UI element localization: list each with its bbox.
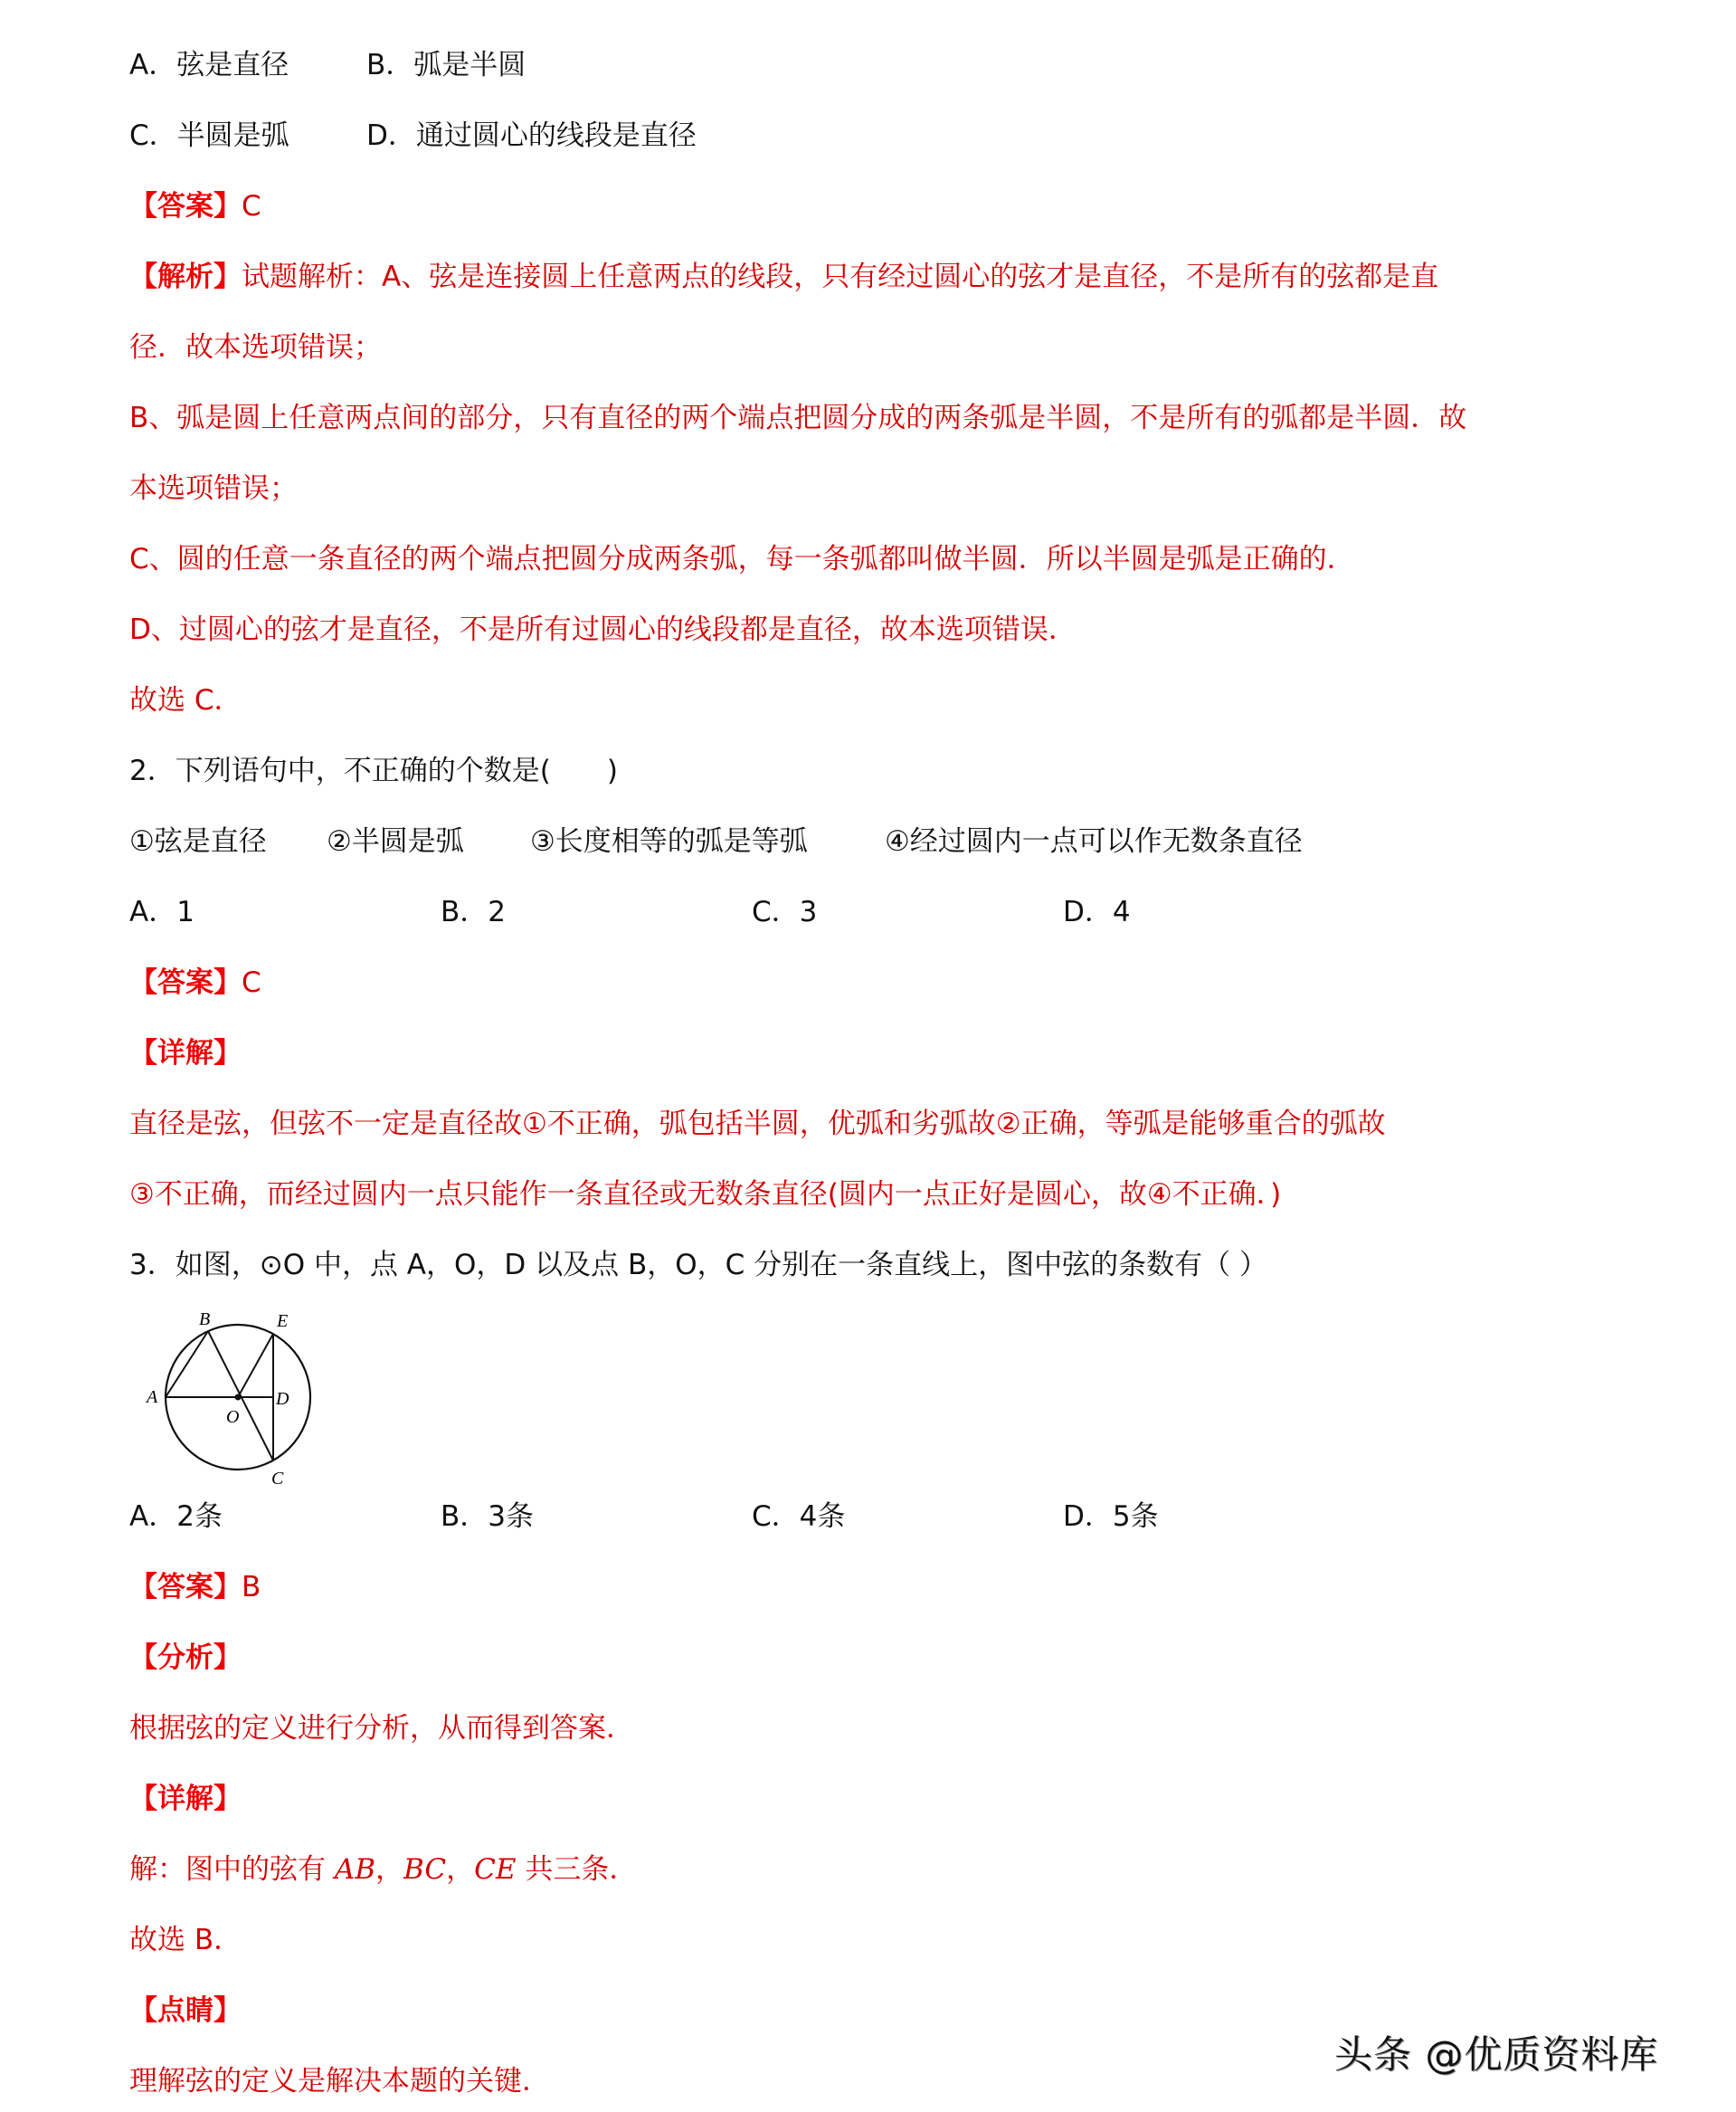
- q3-detail: 解：图中的弦有 AB，BC，CE 共三条．: [129, 1853, 638, 1886]
- q3-option-d: D．5条: [1063, 1500, 1159, 1533]
- q1-analysis-line-3: B、弧是圆上任意两点间的部分，只有直径的两个端点把圆分成的两条弧是半圆，不是所有的弧都是半圆．故: [129, 402, 1467, 434]
- q2-statement-4: ④经过圆内一点可以作无数条直径: [885, 825, 1303, 858]
- q2-option-a: A．1: [129, 896, 194, 928]
- q3-detail-tag: 【详解】: [129, 1783, 242, 1815]
- label-b: B: [199, 1309, 211, 1329]
- q1-conclusion: 故选 C．: [129, 684, 242, 717]
- q3-option-a: A．2条: [129, 1500, 223, 1533]
- q2-statement-3: ③长度相等的弧是等弧: [530, 825, 808, 858]
- q3-analysis: 根据弦的定义进行分析，从而得到答案．: [129, 1712, 634, 1745]
- q2-statement-1: ①弦是直径: [129, 825, 267, 858]
- q3-option-c: C．4条: [752, 1500, 846, 1533]
- q1-analysis-line-1: 【解析】试题解析：A、弦是连接圆上任意两点的线段，只有经过圆心的弦才是直径，不是所有的弦都是直: [129, 261, 1439, 293]
- answer-tag: 【答案】: [129, 1571, 242, 1603]
- q3-option-b: B．3条: [441, 1500, 535, 1533]
- chord-bc: BC: [403, 1853, 447, 1886]
- q2-detail-line-1: 直径是弦，但弦不一定是直径故①不正确，弧包括半圆，优弧和劣弧故②正确，等弧是能够重合的弧故: [129, 1108, 1386, 1140]
- q1-option-b: B．弧是半圆: [366, 49, 526, 81]
- q2-detail-tag: 【详解】: [129, 1037, 242, 1070]
- q1-option-c: C．半圆是弧: [129, 119, 289, 152]
- chord-ab: AB: [334, 1853, 376, 1886]
- q1-option-d: D．通过圆心的线段是直径: [366, 119, 697, 152]
- q1-option-a: A．弦是直径: [129, 49, 289, 81]
- q2-answer: 【答案】C: [129, 966, 261, 999]
- q3-stem: 3．如图，⊙O 中，点 A，O，D 以及点 B，O，C 分别在一条直线上，图中弦的条数有（ ）: [129, 1249, 1268, 1281]
- q2-option-d: D．4: [1063, 896, 1131, 928]
- analysis-tag: 【解析】: [129, 261, 242, 293]
- q3-comment: 理解弦的定义是解决本题的关键．: [129, 2065, 550, 2098]
- chord-ce: CE: [474, 1853, 517, 1886]
- q1-analysis-line-6: D、过圆心的弦才是直径，不是所有过圆心的线段都是直径，故本选项错误．: [129, 614, 1077, 646]
- watermark: 头条 @优质资料库: [1334, 2032, 1659, 2077]
- q2-detail-line-2: ③不正确，而经过圆内一点只能作一条直径或无数条直径(圆内一点正好是圆心，故④不正确．): [129, 1178, 1282, 1211]
- q1-analysis-line-5: C、圆的任意一条直径的两个端点把圆分成两条弧，每一条弧都叫做半圆．所以半圆是弧是正确的．: [129, 543, 1355, 576]
- answer-tag: 【答案】: [129, 966, 242, 999]
- q3-comment-tag: 【点睛】: [129, 1994, 242, 2027]
- q2-option-c: C．3: [752, 896, 818, 928]
- answer-tag: 【答案】: [129, 190, 242, 223]
- q2-stem: 2．下列语句中，不正确的个数是( ): [129, 755, 618, 787]
- q2-statement-2: ②半圆是弧: [327, 825, 464, 858]
- label-e: E: [277, 1311, 289, 1331]
- q1-answer: 【答案】C: [129, 190, 261, 223]
- label-c: C: [271, 1469, 284, 1489]
- circle-diagram: [127, 1301, 326, 1491]
- q3-conclusion: 故选 B．: [129, 1924, 242, 1956]
- q3-answer: 【答案】B: [129, 1571, 261, 1603]
- label-a: A: [147, 1387, 158, 1407]
- q2-option-b: B．2: [441, 896, 507, 928]
- label-d: D: [276, 1389, 289, 1409]
- q1-analysis-line-2: 径．故本选项错误；: [129, 331, 382, 364]
- q1-analysis-line-4: 本选项错误；: [129, 472, 298, 505]
- q3-analysis-tag: 【分析】: [129, 1641, 242, 1674]
- label-o: O: [226, 1407, 240, 1427]
